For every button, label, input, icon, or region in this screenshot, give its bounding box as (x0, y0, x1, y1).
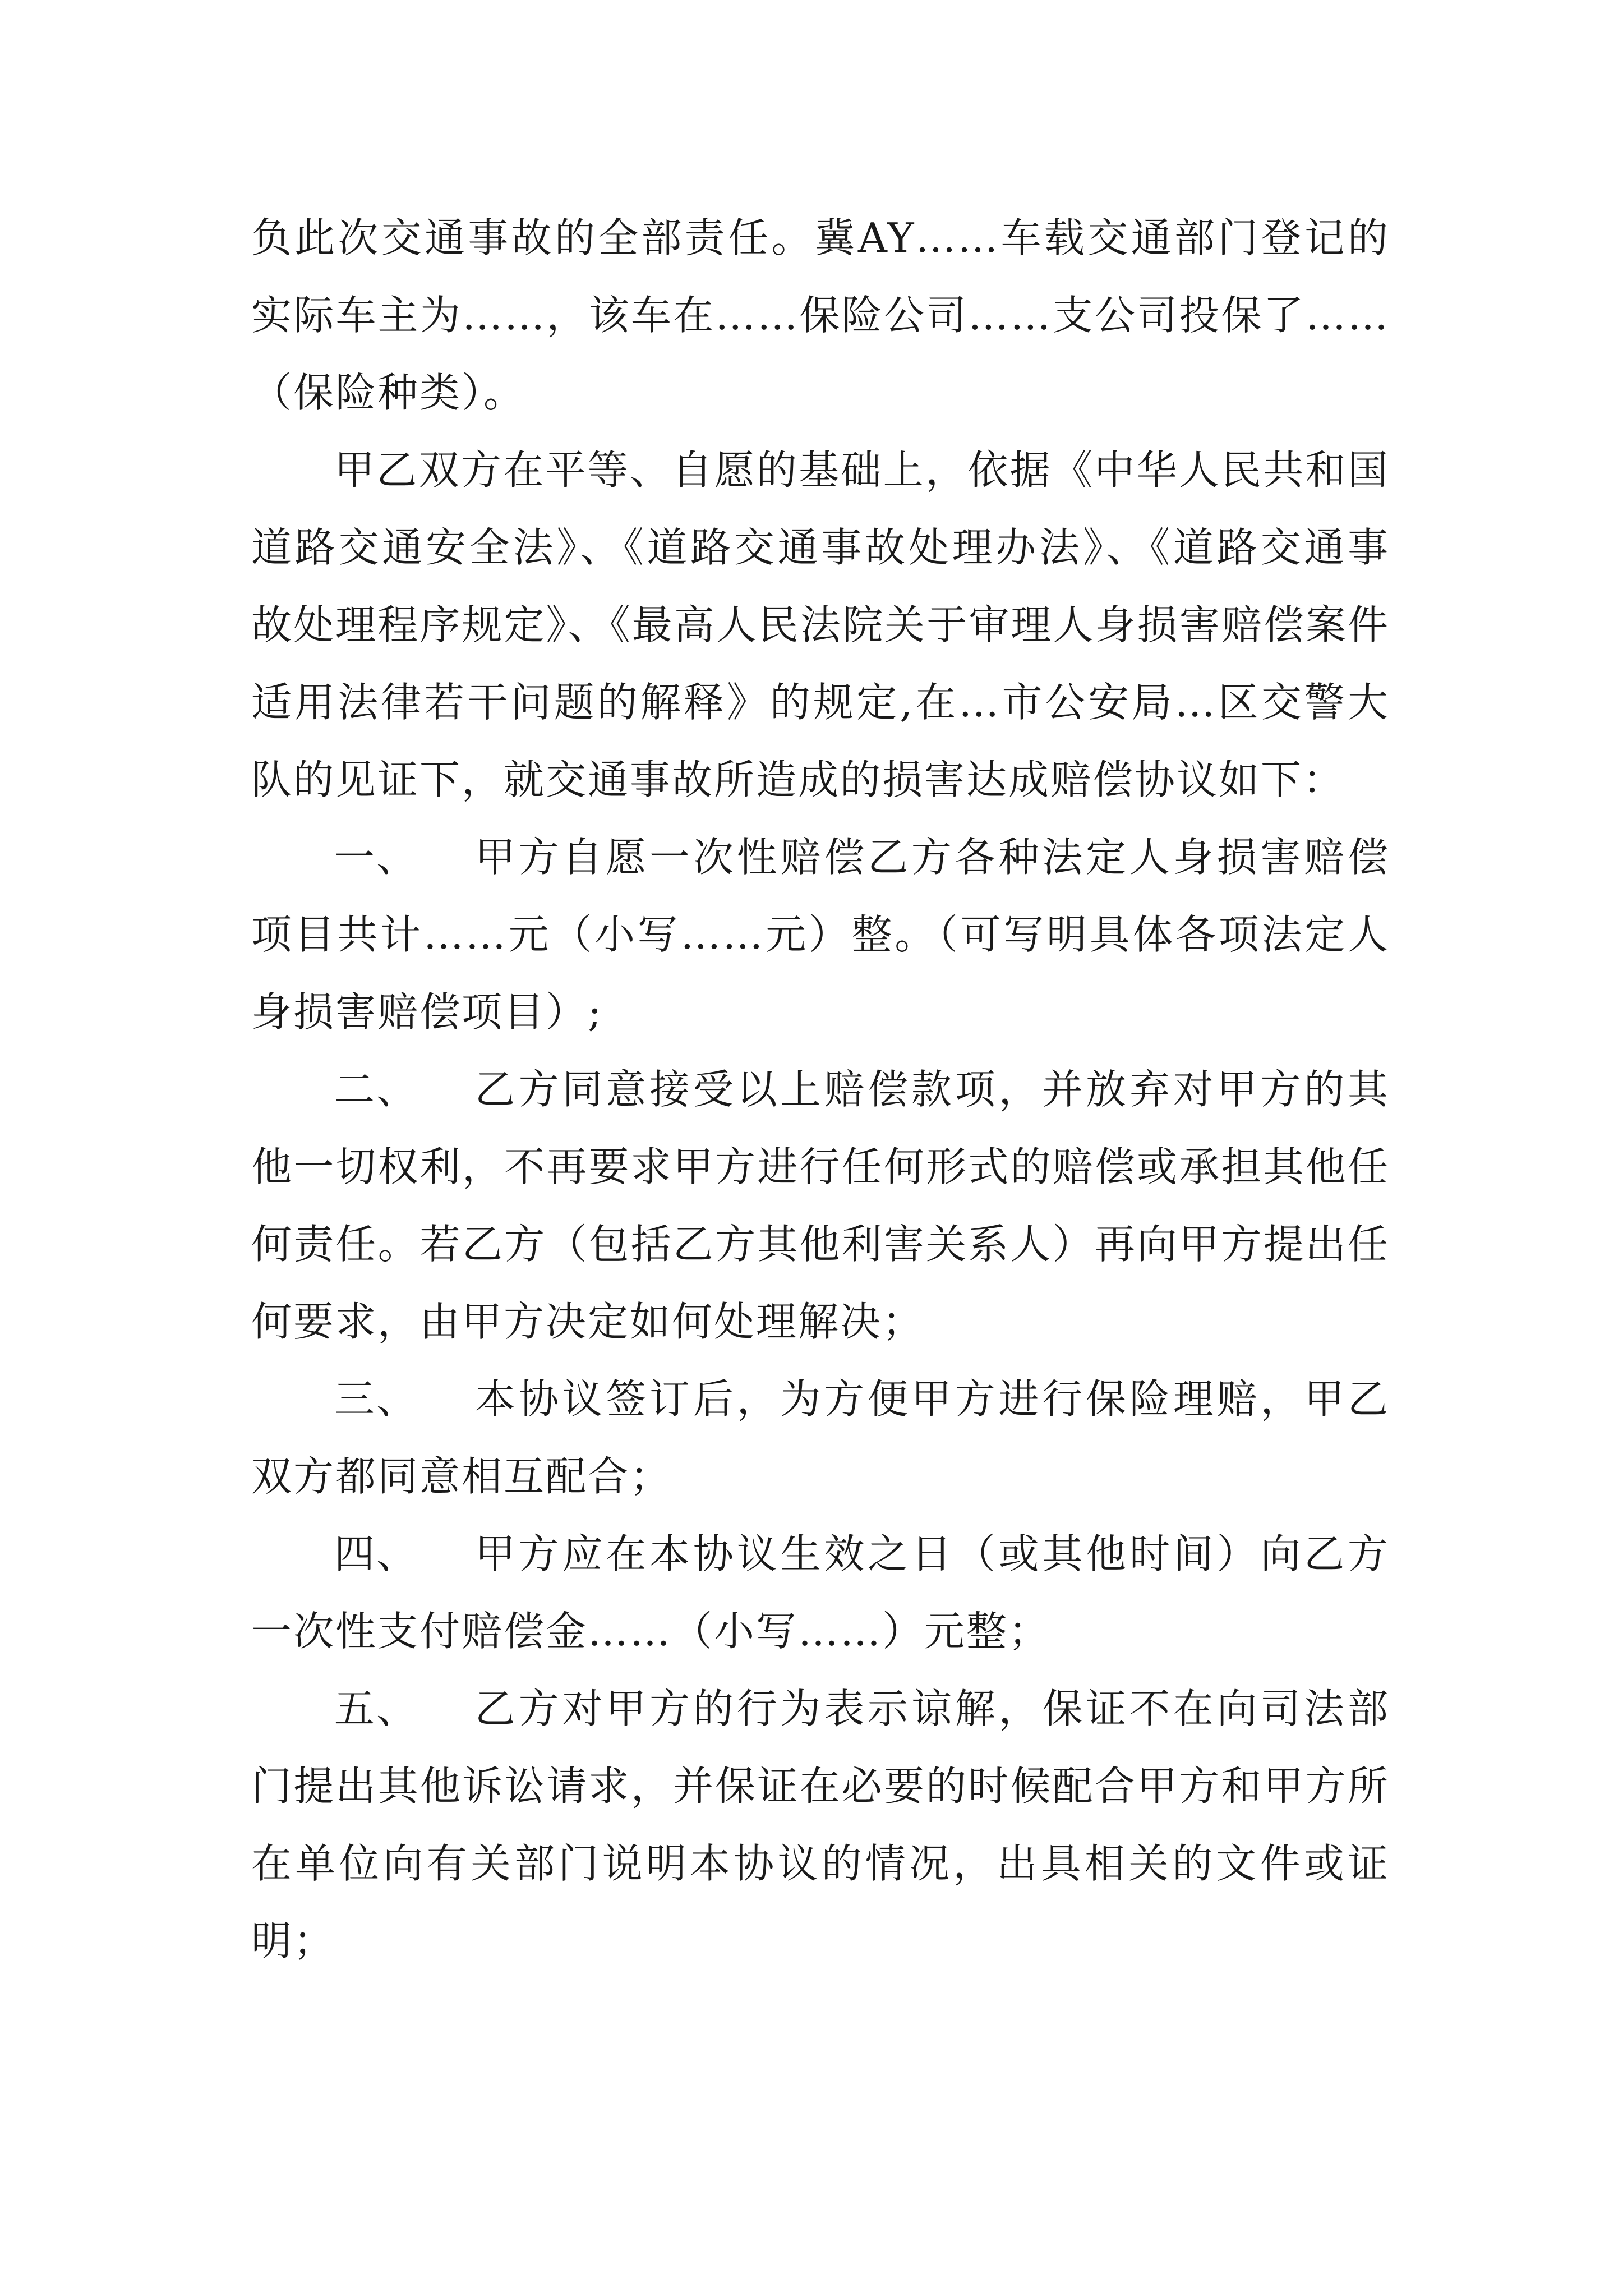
clause-2 (251, 1051, 1390, 1360)
clause-text: 乙方对甲方的行为表示谅解，保证不在向司法部门提出其他诉讼请求，并保证在必要的时候配合甲方和甲方所在单位向有关部门说明本协议的情况，出具相关的文件或证明； (251, 1685, 1390, 1964)
clause-3 (251, 1360, 1390, 1515)
clause-number: 三、 (334, 1375, 419, 1423)
clause-number: 一、 (334, 834, 419, 881)
clause-text: 甲方应在本协议生效之日（或其他时间）向乙方一次性支付赔偿金……（小写……）元整； (251, 1530, 1390, 1655)
clause-text: 甲方自愿一次性赔偿乙方各种法定人身损害赔偿项目共计……元（小写……元）整。（可写明具体各项法定人身损害赔偿项目）; (251, 834, 1390, 1036)
clause-number: 五、 (334, 1685, 419, 1732)
clause-1 (251, 818, 1390, 1051)
clause-text: 乙方同意接受以上赔偿款项，并放弃对甲方的其他一切权利，不再要求甲方进行任何形式的赔偿或承担其他任何责任。若乙方（包括乙方其他利害关系人）再向甲方提出任何要求，由甲方决定如何处理解决； (251, 1066, 1390, 1345)
document-body (251, 199, 1390, 1980)
clause-5 (251, 1670, 1390, 1980)
clause-text: 本协议签订后，为方便甲方进行保险理赔，甲乙双方都同意相互配合； (251, 1375, 1390, 1500)
clause-number: 二、 (334, 1066, 419, 1113)
clause-4 (251, 1515, 1390, 1670)
clause-number: 四、 (334, 1530, 419, 1577)
paragraph-agreement-basis: 甲乙双方在平等、自愿的基础上，依据《中华人民共和国道路交通安全法》、《道路交通事故处理办法》、《道路交通事故处理程序规定》、《最高人民法院关于审理人身损害赔偿案件适用法律若干问题的解释》的规定,在…市公安局…区交警大队的见证下，就交通事故所造成的损害达成赔偿协议如下： (251, 447, 1390, 803)
paragraph-accident-liability: 负此次交通事故的全部责任。冀AY……车载交通部门登记的实际车主为……，该车在……保险公司……支公司投保了……（保险种类）。 (251, 214, 1390, 416)
